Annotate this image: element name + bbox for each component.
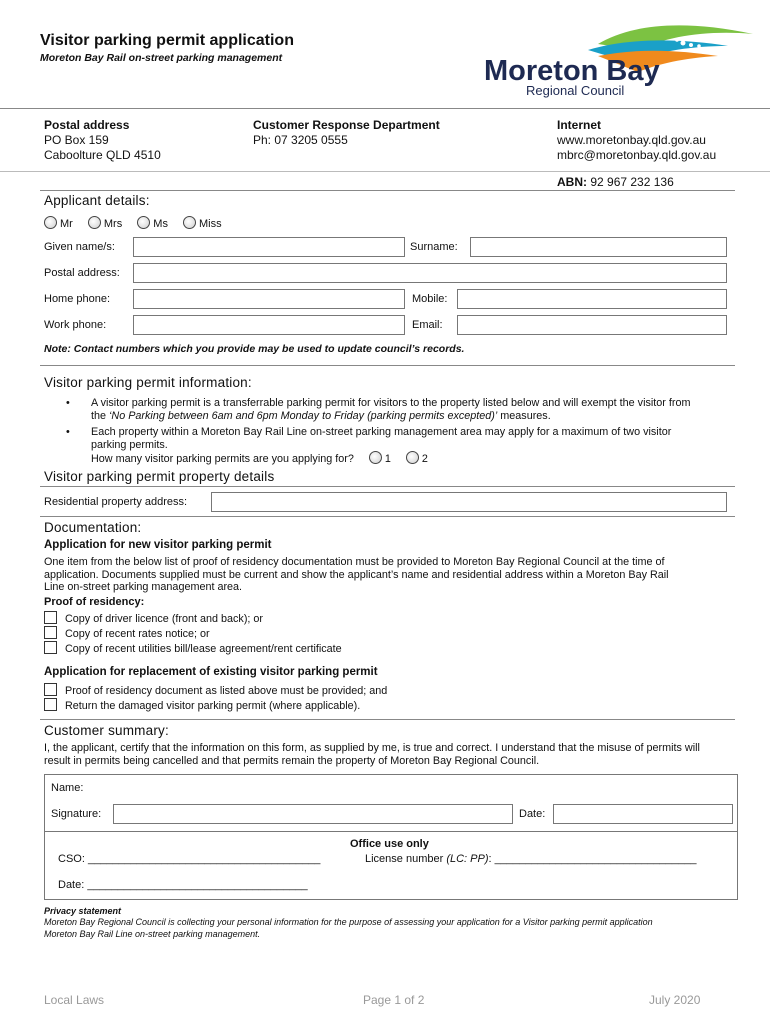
property-divider	[40, 486, 735, 487]
bullet-dot: •	[66, 426, 70, 438]
internet-web[interactable]: www.moretonbay.qld.gov.au	[557, 133, 706, 147]
footer-date: July 2020	[649, 993, 701, 1007]
surname-label: Surname:	[410, 241, 458, 253]
documentation-heading: Documentation:	[44, 520, 142, 535]
abn-value: 92 967 232 136	[590, 175, 674, 189]
logo-main-text: Moreton Bay	[484, 55, 660, 87]
privacy-line1: Moreton Bay Regional Council is collecting your personal information for the purpose of assessing your application for a Visitor parking permit application	[44, 917, 653, 927]
email-label: Email:	[412, 319, 443, 331]
permit-count-question: How many visitor parking permits are you applying for?	[91, 453, 354, 465]
mobile-label: Mobile:	[412, 293, 448, 305]
documentation-divider	[40, 516, 735, 517]
summary-heading: Customer summary:	[44, 723, 169, 738]
internet-heading: Internet	[557, 118, 602, 132]
postal-address-label: Postal address:	[44, 267, 120, 279]
proof-item[interactable]: Copy of driver licence (front and back); or	[44, 611, 263, 626]
logo-swoosh-icon	[478, 16, 758, 102]
postal-address-input[interactable]	[133, 263, 727, 283]
dept-contact	[253, 118, 440, 148]
summary-paragraph: I, the applicant, certify that the information on this form, as supplied by me, is true and correct. I understand that the misuse of permits will result in permits being cancelled and that permits remain the property of Moreton Bay Regional Council.	[44, 742, 700, 767]
abn-label: ABN:	[557, 175, 587, 189]
cso-field: CSO: ______________________________________	[58, 853, 321, 865]
replacement-item[interactable]: Proof of residency document as listed above must be provided; and	[44, 683, 387, 698]
title-option-mrs[interactable]: Mrs	[88, 218, 122, 230]
summary-divider	[40, 719, 735, 720]
dept-phone: Ph: 07 3205 0555	[253, 133, 348, 147]
permit-info-heading: Visitor parking permit information:	[44, 375, 252, 390]
permit-info-divider	[40, 365, 735, 366]
dept-heading: Customer Response Department	[253, 118, 440, 132]
privacy-line2: Moreton Bay Rail Line on-street parking management.	[44, 929, 261, 939]
property-address-input[interactable]	[211, 492, 727, 512]
office-use-heading: Office use only	[350, 838, 429, 850]
mobile-input[interactable]	[457, 289, 727, 309]
work-phone-label: Work phone:	[44, 319, 107, 331]
replacement-item[interactable]: Return the damaged visitor parking permit (where applicable).	[44, 698, 360, 713]
email-input[interactable]	[457, 315, 727, 335]
signature-input[interactable]	[113, 804, 513, 824]
applicant-heading: Applicant details:	[44, 193, 150, 208]
title-option-miss[interactable]: Miss	[183, 218, 222, 230]
replacement-heading: Application for replacement of existing visitor parking permit	[44, 666, 378, 678]
property-heading: Visitor parking permit property details	[44, 469, 275, 484]
name-label: Name:	[51, 782, 84, 794]
home-phone-label: Home phone:	[44, 293, 111, 305]
checkbox-icon[interactable]	[44, 683, 57, 696]
postal-line2: Caboolture QLD 4510	[44, 148, 161, 162]
logo-sub-text: Regional Council	[526, 83, 625, 98]
title-options	[44, 216, 222, 230]
radio-icon[interactable]	[137, 216, 150, 229]
internet-contact	[557, 118, 716, 163]
abn	[557, 175, 674, 190]
radio-icon[interactable]	[369, 451, 382, 464]
radio-icon[interactable]	[183, 216, 196, 229]
council-logo	[478, 16, 758, 102]
contact-note: Note: Contact numbers which you provide may be used to update council’s records.	[44, 343, 465, 355]
surname-input[interactable]	[470, 237, 727, 257]
office-date-field: Date: ____________________________________	[58, 879, 308, 891]
postal-heading: Postal address	[44, 118, 130, 132]
checkbox-icon[interactable]	[44, 641, 57, 654]
internet-email[interactable]: mbrc@moretonbay.qld.gov.au	[557, 148, 717, 162]
signature-label: Signature:	[51, 808, 102, 820]
page-title: Visitor parking permit application	[40, 32, 294, 49]
applicant-divider	[40, 190, 735, 191]
property-address-label: Residential property address:	[44, 496, 188, 508]
license-field: License number (LC: PP): _________________________________	[365, 853, 697, 865]
radio-icon[interactable]	[44, 216, 57, 229]
title-option-ms[interactable]: Ms	[137, 218, 168, 230]
proof-heading: Proof of residency:	[44, 596, 145, 608]
permit-bullet-2: Each property within a Moreton Bay Rail Line on-street parking management area may apply for a maximum of two visitor parking permits. How many visitor parking permits are you applying for? 1 2	[91, 426, 672, 465]
date-label: Date:	[519, 808, 546, 820]
checkbox-icon[interactable]	[44, 698, 57, 711]
postal-line1: PO Box 159	[44, 133, 109, 147]
bullet-dot: •	[66, 397, 70, 409]
home-phone-input[interactable]	[133, 289, 405, 309]
date-input[interactable]	[553, 804, 733, 824]
new-permit-heading: Application for new visitor parking permit	[44, 539, 272, 551]
checkbox-icon[interactable]	[44, 626, 57, 639]
radio-icon[interactable]	[88, 216, 101, 229]
footer-left: Local Laws	[44, 993, 105, 1007]
page-subtitle: Moreton Bay Rail on-street parking management	[40, 52, 283, 64]
given-names-input[interactable]	[133, 237, 405, 257]
proof-item[interactable]: Copy of recent rates notice; or	[44, 626, 210, 641]
title-option-mr[interactable]: Mr	[44, 218, 73, 230]
proof-item[interactable]: Copy of recent utilities bill/lease agreement/rent certificate	[44, 641, 342, 656]
work-phone-input[interactable]	[133, 315, 405, 335]
contact-divider	[0, 171, 770, 172]
footer-page-number: Page 1 of 2	[363, 993, 425, 1007]
postal-contact	[44, 118, 161, 163]
radio-icon[interactable]	[406, 451, 419, 464]
new-permit-paragraph: One item from the below list of proof of residency documentation must be provided to Moreton Bay Regional Council at the time of application. Documents supplied must be current and show the applicant’s name and residential address within a Moreton Bay Rail Line on-street parking management area.	[44, 556, 669, 593]
privacy-heading: Privacy statement	[44, 906, 122, 916]
permit-bullet-1: A visitor parking permit is a transferrable parking permit for visitors to the property listed below and will exempt the visitor from the ‘No Parking between 6am and 6pm Monday to Friday (parking permits excepted)’ measures.	[91, 397, 691, 422]
header-divider	[0, 108, 770, 109]
permit-count-option-2[interactable]: 2	[406, 453, 428, 465]
permit-count-option-1[interactable]: 1	[369, 453, 391, 465]
given-names-label: Given name/s:	[44, 241, 115, 253]
checkbox-icon[interactable]	[44, 611, 57, 624]
